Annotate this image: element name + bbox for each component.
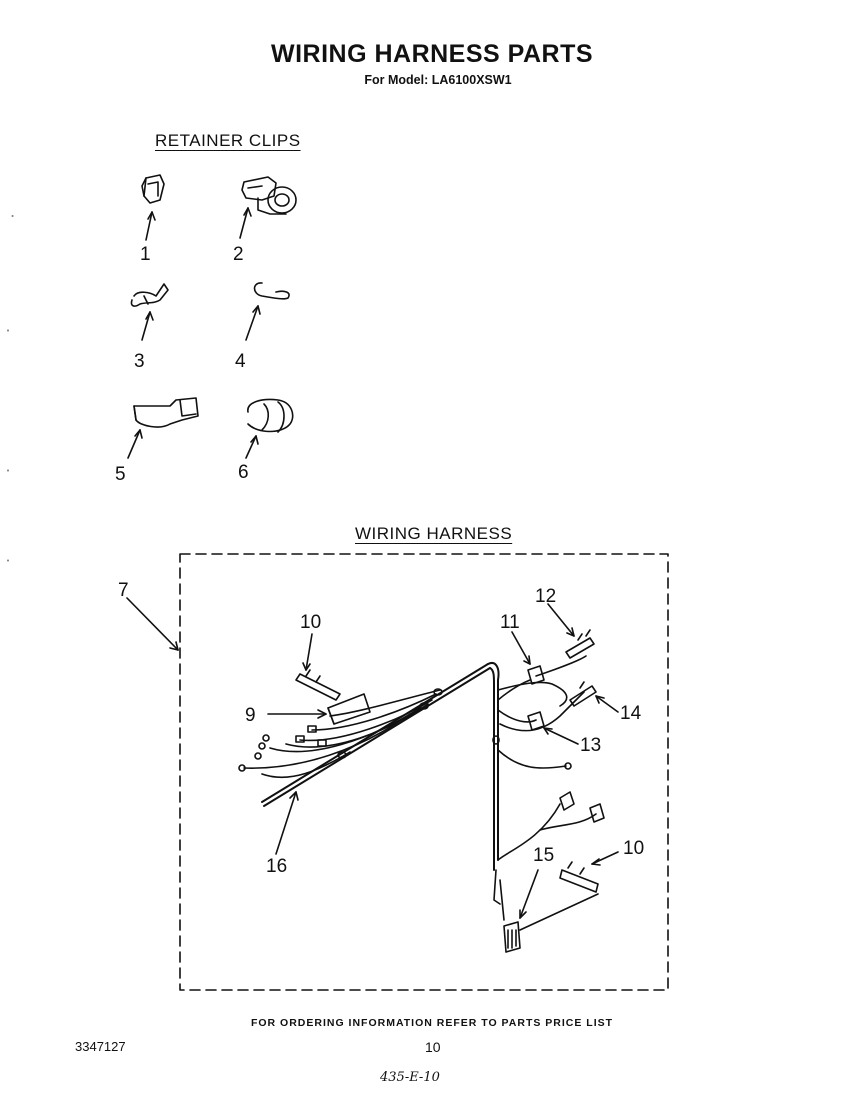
callout-15: 15 xyxy=(533,845,555,866)
retainer-clip-5-drawing xyxy=(128,398,198,458)
callout-13: 13 xyxy=(580,735,602,756)
connector-15-drawing xyxy=(504,922,520,952)
callout-9: 9 xyxy=(245,705,256,726)
callout-10-left: 10 xyxy=(300,612,322,633)
callout-5: 5 xyxy=(115,464,126,485)
callout-12: 12 xyxy=(535,586,557,607)
section-heading-wiring-harness: WIRING HARNESS xyxy=(355,524,513,543)
wiring-harness-boundary xyxy=(180,554,668,990)
page-title: WIRING HARNESS PARTS xyxy=(270,40,594,68)
retainer-clip-4-drawing xyxy=(246,283,289,340)
document-number: 3347127 xyxy=(75,1039,126,1054)
retainer-clip-1-drawing xyxy=(142,175,164,240)
callout-4: 4 xyxy=(235,351,246,372)
callout-11: 11 xyxy=(500,612,520,633)
retainer-clip-6-drawing xyxy=(246,400,293,459)
callout-1: 1 xyxy=(140,244,151,265)
retainer-clip-2-drawing xyxy=(240,177,296,238)
page-number: 10 xyxy=(425,1039,441,1055)
harness-main-trunk xyxy=(262,663,499,870)
callout-10-right: 10 xyxy=(623,838,645,859)
callout-2: 2 xyxy=(233,244,244,265)
callout-7: 7 xyxy=(118,580,129,601)
callout-14: 14 xyxy=(620,703,642,724)
connector-11-drawing xyxy=(528,666,544,684)
callout-3: 3 xyxy=(134,351,145,372)
ordering-note: FOR ORDERING INFORMATION REFER TO PARTS PRICE LIST xyxy=(250,1017,614,1029)
model-subtitle: For Model: LA6100XSW1 xyxy=(364,73,512,87)
handwritten-code: 435-E-10 xyxy=(380,1070,440,1085)
callout-16: 16 xyxy=(266,856,288,877)
retainer-clip-3-drawing xyxy=(131,284,168,340)
terminal-10-left-drawing xyxy=(296,670,340,700)
terminal-10-right-drawing xyxy=(560,862,598,892)
connectors-right-mid-drawing xyxy=(560,792,604,822)
section-heading-retainer-clips: RETAINER CLIPS xyxy=(155,131,301,150)
callout-6: 6 xyxy=(238,462,249,483)
